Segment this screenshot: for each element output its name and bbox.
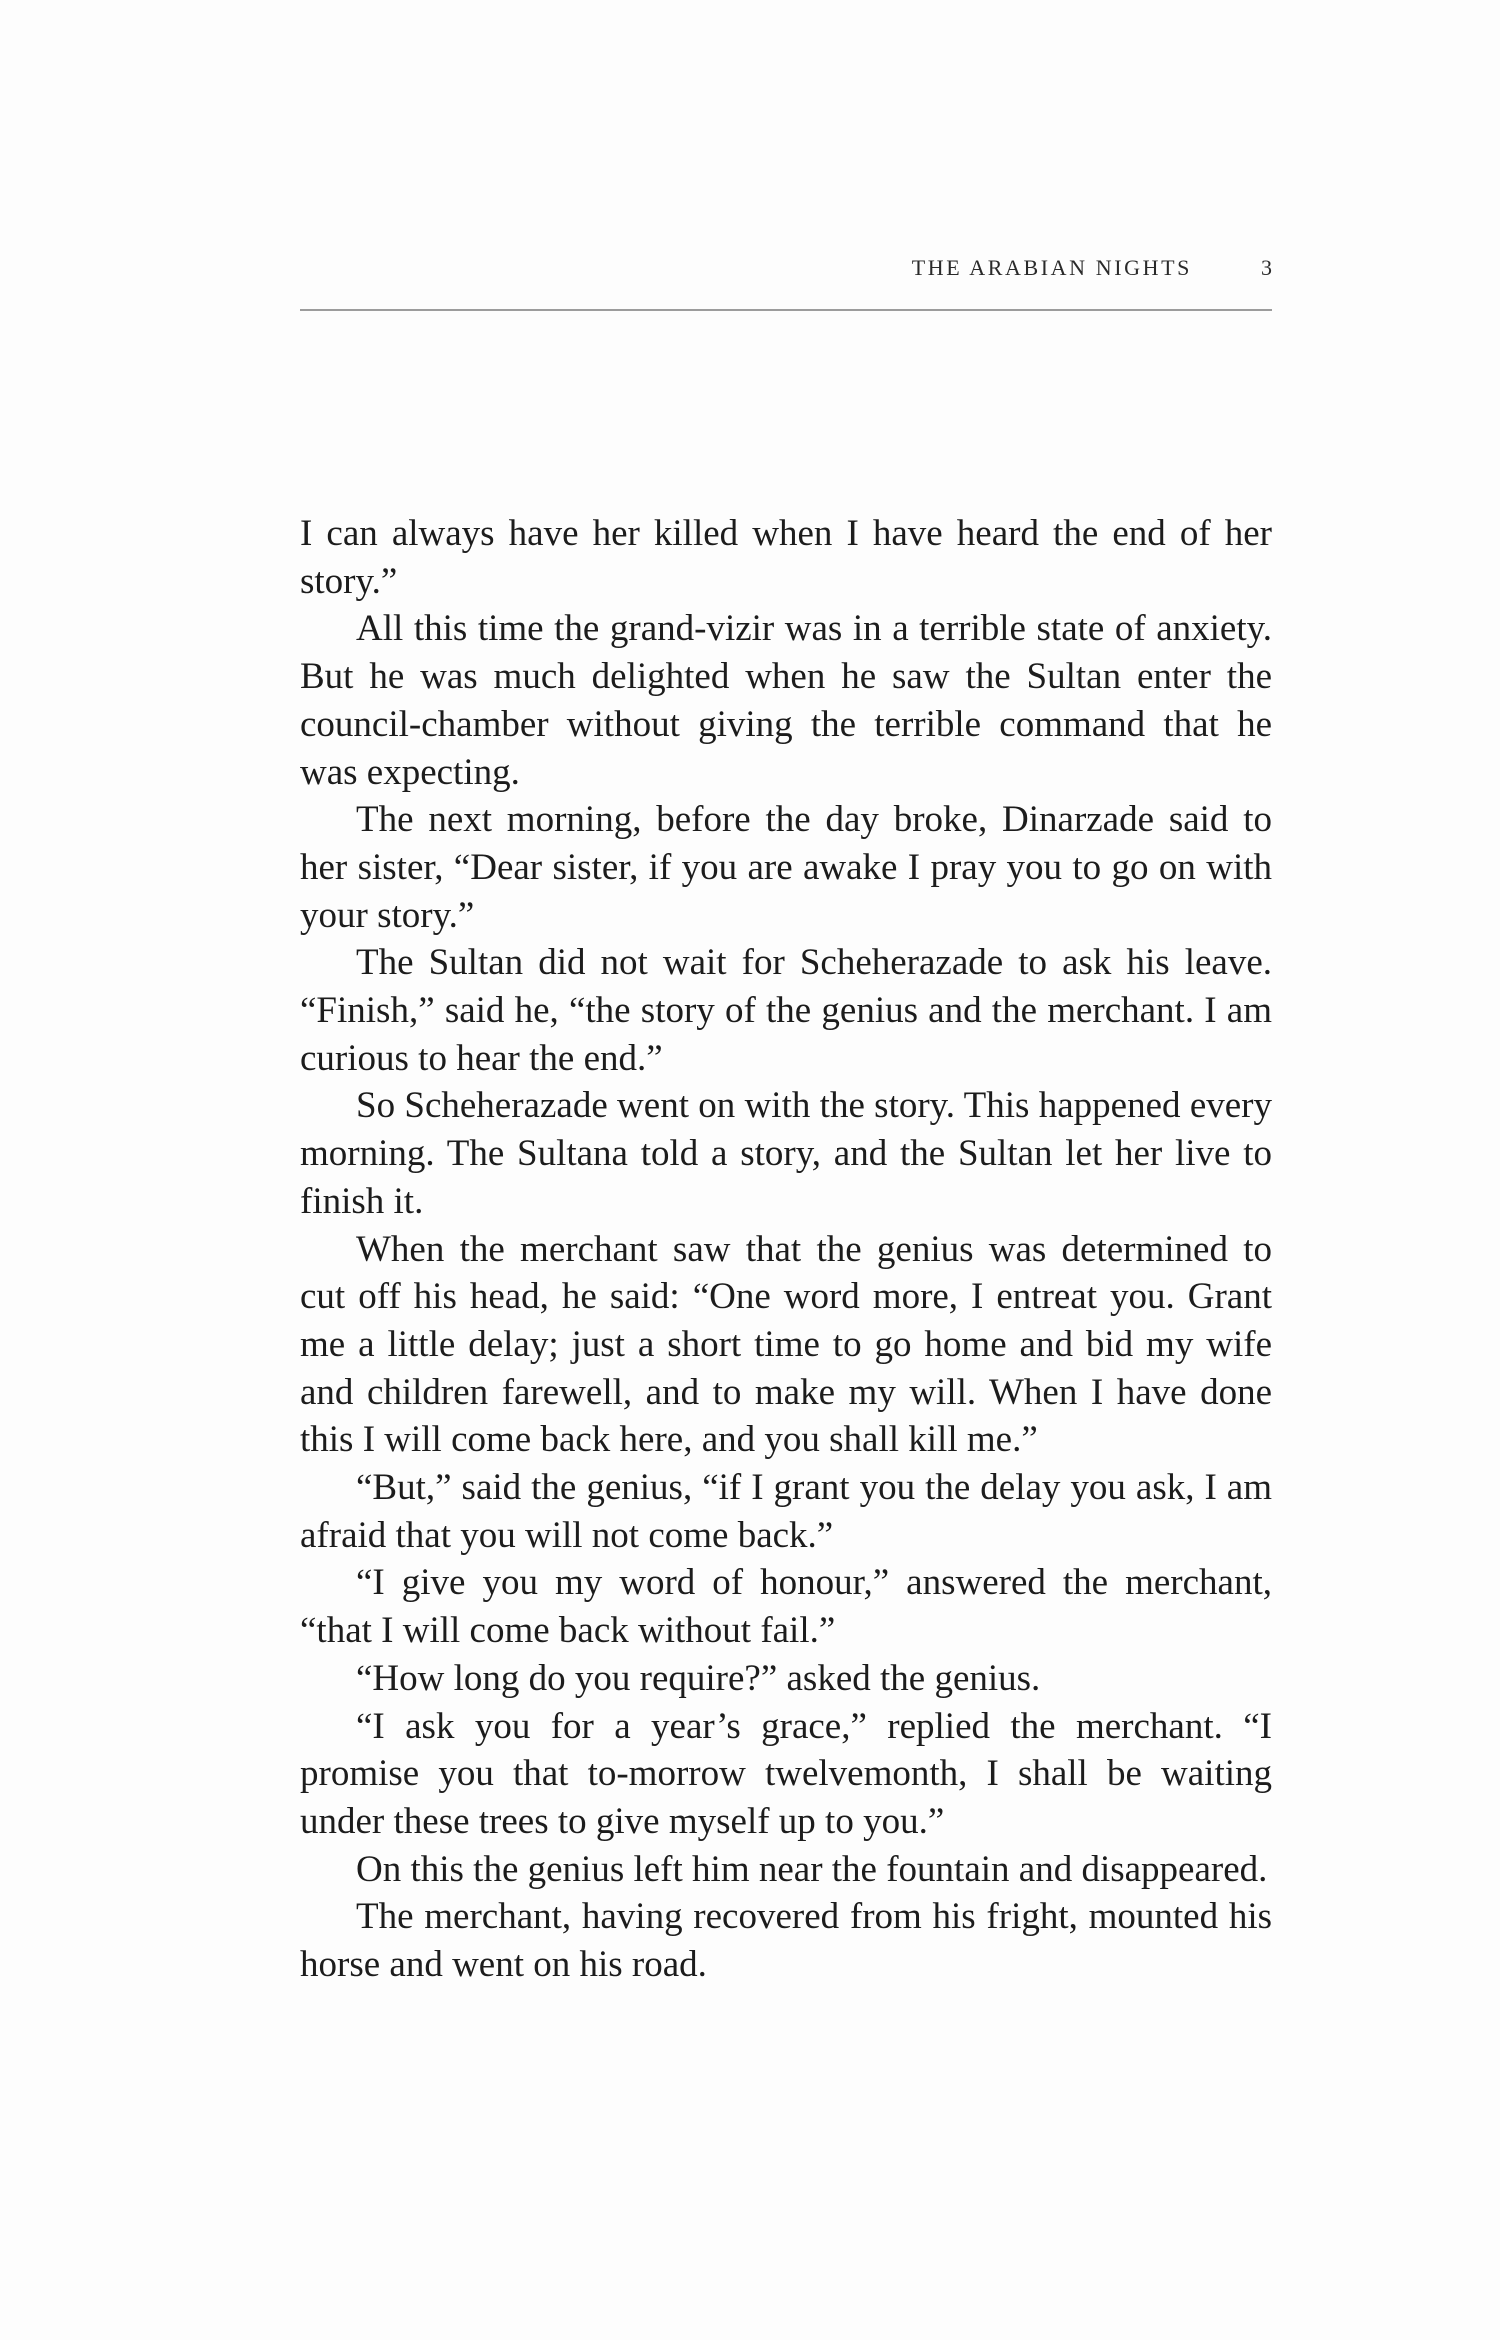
- body-text: [300, 510, 1272, 1989]
- paragraph-continued: I can always have her killed when I have heard the end of her story.”: [300, 513, 1272, 602]
- running-head: [300, 255, 1272, 295]
- paragraph: The Sultan did not wait for Scheherazade to ask his leave. “Finish,” said he, “the story of the genius and the merchant. I am curious to hear the end.”: [300, 942, 1272, 1079]
- paragraph: “I give you my word of honour,” answered the merchant, “that I will come back without fail.”: [300, 1562, 1272, 1652]
- paragraph: The next morning, before the day broke, Dinarzade said to her sister, “Dear sister, if you are awake I pray you to go on with your story.”: [300, 799, 1272, 936]
- paragraph: So Scheherazade went on with the story. This happened every morning. The Sultana told a story, and the Sultan let her live to finish it.: [300, 1085, 1272, 1222]
- paragraph: On this the genius left him near the fountain and disappeared.: [356, 1848, 1268, 1890]
- paragraph: “I ask you for a year’s grace,” replied the merchant. “I promise you that to-morrow twelvemonth, I shall be waiting under these trees to give myself up to you.”: [300, 1705, 1272, 1842]
- paragraph: All this time the grand-vizir was in a terrible state of anxiety. But he was much delighted when he saw the Sultan enter the council-chamber without giving the terrible command that he was expecting.: [300, 608, 1272, 793]
- paragraph: “How long do you require?” asked the genius.: [356, 1657, 1041, 1699]
- paragraph: When the merchant saw that the genius was determined to cut off his head, he said: “One word more, I entreat you. Grant me a little delay; just a short time to go home and bid my wife and children farewell, and to make my will. When I have done this I will come back here, and you shall kill me.”: [300, 1228, 1272, 1461]
- running-title: THE ARABIAN NIGHTS: [911, 255, 1192, 280]
- page-number: 3: [1261, 255, 1272, 280]
- paragraph: “But,” said the genius, “if I grant you the delay you ask, I am afraid that you will not come back.”: [300, 1467, 1272, 1556]
- paragraph: The merchant, having recovered from his fright, mounted his horse and went on his road.: [300, 1896, 1272, 1986]
- header-rule: [300, 309, 1272, 311]
